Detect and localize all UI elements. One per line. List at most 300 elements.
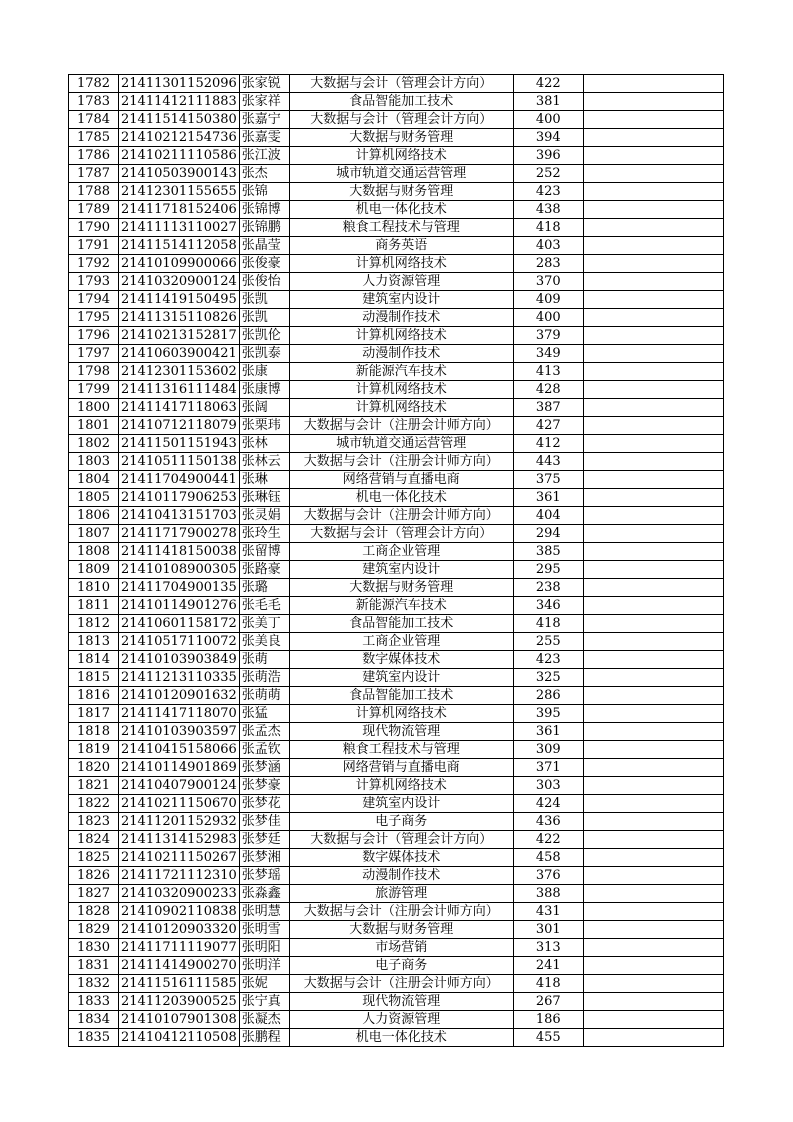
table-row [69,813,724,831]
seq-cell: 1789 [69,201,119,219]
score-cell: 431 [513,903,583,921]
exam-id-cell: 21411704900441 [119,471,240,489]
major-cell: 大数据与会计（注册会计师方向） [289,903,513,921]
seq-cell: 1787 [69,165,119,183]
major-cell: 大数据与财务管理 [289,183,513,201]
seq-cell: 1824 [69,831,119,849]
score-cell: 413 [513,363,583,381]
exam-id-cell: 21410108900305 [119,561,240,579]
major-cell: 建筑室内设计 [289,291,513,309]
major-cell: 大数据与会计（注册会计师方向） [289,453,513,471]
student-name-cell: 张梦廷 [239,831,289,849]
student-name-cell: 张留博 [239,543,289,561]
student-name-cell: 张明慧 [239,903,289,921]
exam-id-cell: 21411721112310 [119,867,240,885]
seq-cell: 1800 [69,399,119,417]
student-name-cell: 张毛毛 [239,597,289,615]
seq-cell: 1817 [69,705,119,723]
score-cell: 388 [513,885,583,903]
exam-id-cell: 21411203900525 [119,993,240,1011]
table-row [69,579,724,597]
table-row [69,435,724,453]
student-name-cell: 张梦花 [239,795,289,813]
table-row [69,471,724,489]
exam-id-cell: 21411213110335 [119,669,240,687]
student-name-cell: 张凯伦 [239,327,289,345]
exam-id-cell: 21410603900421 [119,345,240,363]
seq-cell: 1790 [69,219,119,237]
table-row [69,309,724,327]
table-row [69,957,724,975]
score-cell: 303 [513,777,583,795]
major-cell: 大数据与财务管理 [289,921,513,939]
table-row [69,345,724,363]
seq-cell: 1834 [69,1011,119,1029]
score-cell: 423 [513,183,583,201]
table-row [69,831,724,849]
exam-id-cell: 21411717900278 [119,525,240,543]
student-name-cell: 张锦博 [239,201,289,219]
blank-cell [583,381,723,399]
exam-id-cell: 21410103903597 [119,723,240,741]
score-cell: 376 [513,867,583,885]
major-cell: 大数据与会计（管理会计方向） [289,75,513,93]
major-cell: 大数据与会计（注册会计师方向） [289,417,513,435]
score-cell: 412 [513,435,583,453]
student-name-cell: 张俊豪 [239,255,289,273]
student-name-cell: 张家锐 [239,75,289,93]
blank-cell [583,885,723,903]
score-cell: 241 [513,957,583,975]
exam-id-cell: 21411501151943 [119,435,240,453]
blank-cell [583,849,723,867]
major-cell: 建筑室内设计 [289,561,513,579]
student-name-cell: 张嘉宁 [239,111,289,129]
exam-id-cell: 21410407900124 [119,777,240,795]
score-cell: 370 [513,273,583,291]
student-name-cell: 张琳钰 [239,489,289,507]
major-cell: 人力资源管理 [289,273,513,291]
exam-id-cell: 21410212154736 [119,129,240,147]
major-cell: 计算机网络技术 [289,147,513,165]
score-cell: 396 [513,147,583,165]
student-name-cell: 张阔 [239,399,289,417]
table-row [69,777,724,795]
blank-cell [583,777,723,795]
table-row [69,453,724,471]
student-name-cell: 张梦湘 [239,849,289,867]
student-name-cell: 张明雪 [239,921,289,939]
seq-cell: 1785 [69,129,119,147]
seq-cell: 1812 [69,615,119,633]
seq-cell: 1795 [69,309,119,327]
exam-id-cell: 21410412110508 [119,1029,240,1047]
seq-cell: 1813 [69,633,119,651]
blank-cell [583,291,723,309]
student-name-cell: 张孟钦 [239,741,289,759]
seq-cell: 1835 [69,1029,119,1047]
blank-cell [583,75,723,93]
score-cell: 255 [513,633,583,651]
blank-cell [583,165,723,183]
table-row [69,561,724,579]
seq-cell: 1799 [69,381,119,399]
student-name-cell: 张孟杰 [239,723,289,741]
table-row [69,93,724,111]
table-row [69,255,724,273]
exam-id-cell: 21410503900143 [119,165,240,183]
student-name-cell: 张江波 [239,147,289,165]
table-row [69,399,724,417]
score-cell: 346 [513,597,583,615]
table-row [69,237,724,255]
major-cell: 计算机网络技术 [289,327,513,345]
score-cell: 395 [513,705,583,723]
blank-cell [583,453,723,471]
blank-cell [583,579,723,597]
table-row [69,669,724,687]
major-cell: 建筑室内设计 [289,795,513,813]
blank-cell [583,201,723,219]
student-name-cell: 张萌浩 [239,669,289,687]
seq-cell: 1793 [69,273,119,291]
table-row [69,183,724,201]
major-cell: 数字媒体技术 [289,849,513,867]
table-row [69,705,724,723]
seq-cell: 1827 [69,885,119,903]
score-cell: 286 [513,687,583,705]
blank-cell [583,813,723,831]
score-cell: 409 [513,291,583,309]
seq-cell: 1798 [69,363,119,381]
table-row [69,201,724,219]
blank-cell [583,489,723,507]
score-cell: 371 [513,759,583,777]
seq-cell: 1823 [69,813,119,831]
student-name-cell: 张梦豪 [239,777,289,795]
student-name-cell: 张萌 [239,651,289,669]
blank-cell [583,255,723,273]
major-cell: 现代物流管理 [289,723,513,741]
major-cell: 旅游管理 [289,885,513,903]
score-cell: 443 [513,453,583,471]
score-cell: 400 [513,309,583,327]
blank-cell [583,327,723,345]
exam-id-cell: 21410120901632 [119,687,240,705]
blank-cell [583,741,723,759]
blank-cell [583,561,723,579]
score-cell: 313 [513,939,583,957]
blank-cell [583,597,723,615]
seq-cell: 1830 [69,939,119,957]
student-name-cell: 张美良 [239,633,289,651]
major-cell: 现代物流管理 [289,993,513,1011]
exam-id-cell: 21410114901869 [119,759,240,777]
table-row [69,543,724,561]
table-row [69,633,724,651]
major-cell: 大数据与会计（管理会计方向） [289,831,513,849]
exam-id-cell: 21411711119077 [119,939,240,957]
table-row [69,1011,724,1029]
exam-id-cell: 21410712118079 [119,417,240,435]
major-cell: 数字媒体技术 [289,651,513,669]
blank-cell [583,795,723,813]
table-row [69,363,724,381]
student-name-cell: 张梦涵 [239,759,289,777]
score-cell: 361 [513,723,583,741]
seq-cell: 1797 [69,345,119,363]
blank-cell [583,147,723,165]
seq-cell: 1811 [69,597,119,615]
major-cell: 城市轨道交通运营管理 [289,165,513,183]
major-cell: 市场营销 [289,939,513,957]
seq-cell: 1783 [69,93,119,111]
major-cell: 建筑室内设计 [289,669,513,687]
seq-cell: 1803 [69,453,119,471]
student-name-cell: 张灵娟 [239,507,289,525]
seq-cell: 1819 [69,741,119,759]
student-name-cell: 张梦瑶 [239,867,289,885]
table-row [69,615,724,633]
score-cell: 403 [513,237,583,255]
seq-cell: 1832 [69,975,119,993]
exam-id-cell: 21410211110586 [119,147,240,165]
exam-id-cell: 21411704900135 [119,579,240,597]
table-row [69,849,724,867]
seq-cell: 1782 [69,75,119,93]
major-cell: 电子商务 [289,957,513,975]
seq-cell: 1821 [69,777,119,795]
table-row [69,687,724,705]
seq-cell: 1804 [69,471,119,489]
exam-id-cell: 21411417118070 [119,705,240,723]
student-name-cell: 张康博 [239,381,289,399]
exam-id-cell: 21410413151703 [119,507,240,525]
major-cell: 人力资源管理 [289,1011,513,1029]
exam-id-cell: 21410114901276 [119,597,240,615]
score-cell: 404 [513,507,583,525]
seq-cell: 1794 [69,291,119,309]
seq-cell: 1829 [69,921,119,939]
major-cell: 动漫制作技术 [289,867,513,885]
exam-id-cell: 21410517110072 [119,633,240,651]
student-name-cell: 张明洋 [239,957,289,975]
exam-id-cell: 21410120903320 [119,921,240,939]
major-cell: 食品智能加工技术 [289,687,513,705]
table-row [69,327,724,345]
seq-cell: 1808 [69,543,119,561]
exam-id-cell: 21410601158172 [119,615,240,633]
major-cell: 大数据与会计（管理会计方向） [289,525,513,543]
seq-cell: 1815 [69,669,119,687]
major-cell: 大数据与财务管理 [289,579,513,597]
table-row [69,993,724,1011]
seq-cell: 1814 [69,651,119,669]
score-cell: 381 [513,93,583,111]
blank-cell [583,273,723,291]
major-cell: 网络营销与直播电商 [289,471,513,489]
seq-cell: 1806 [69,507,119,525]
major-cell: 食品智能加工技术 [289,615,513,633]
table-row [69,921,724,939]
blank-cell [583,1029,723,1047]
seq-cell: 1833 [69,993,119,1011]
blank-cell [583,705,723,723]
seq-cell: 1788 [69,183,119,201]
admission-score-table [68,74,724,1047]
blank-cell [583,651,723,669]
exam-id-cell: 21411314152983 [119,831,240,849]
exam-id-cell: 21411718152406 [119,201,240,219]
student-name-cell: 张萌萌 [239,687,289,705]
exam-id-cell: 21411201152932 [119,813,240,831]
exam-id-cell: 21411315110826 [119,309,240,327]
blank-cell [583,183,723,201]
seq-cell: 1825 [69,849,119,867]
blank-cell [583,669,723,687]
score-cell: 186 [513,1011,583,1029]
blank-cell [583,129,723,147]
exam-id-cell: 21410211150267 [119,849,240,867]
blank-cell [583,939,723,957]
score-cell: 394 [513,129,583,147]
table-body [69,75,724,1047]
table-row [69,867,724,885]
seq-cell: 1826 [69,867,119,885]
seq-cell: 1801 [69,417,119,435]
student-name-cell: 张玲生 [239,525,289,543]
table-row [69,525,724,543]
table-row [69,507,724,525]
score-cell: 455 [513,1029,583,1047]
table-row [69,795,724,813]
seq-cell: 1818 [69,723,119,741]
student-name-cell: 张妮 [239,975,289,993]
score-cell: 349 [513,345,583,363]
table-row [69,939,724,957]
exam-id-cell: 21410103903849 [119,651,240,669]
major-cell: 机电一体化技术 [289,1029,513,1047]
major-cell: 动漫制作技术 [289,345,513,363]
table-row [69,1029,724,1047]
score-cell: 309 [513,741,583,759]
seq-cell: 1805 [69,489,119,507]
student-name-cell: 张璐 [239,579,289,597]
exam-id-cell: 21411419150495 [119,291,240,309]
seq-cell: 1786 [69,147,119,165]
blank-cell [583,957,723,975]
table-row [69,111,724,129]
seq-cell: 1831 [69,957,119,975]
major-cell: 工商企业管理 [289,543,513,561]
blank-cell [583,1011,723,1029]
blank-cell [583,525,723,543]
major-cell: 商务英语 [289,237,513,255]
table-row [69,291,724,309]
table-row [69,75,724,93]
score-cell: 422 [513,831,583,849]
table-row [69,147,724,165]
blank-cell [583,759,723,777]
exam-id-cell: 21411316111484 [119,381,240,399]
student-name-cell: 张明阳 [239,939,289,957]
score-cell: 385 [513,543,583,561]
score-cell: 423 [513,651,583,669]
exam-id-cell: 21410415158066 [119,741,240,759]
seq-cell: 1822 [69,795,119,813]
blank-cell [583,309,723,327]
exam-id-cell: 21412301153602 [119,363,240,381]
blank-cell [583,345,723,363]
exam-id-cell: 21411514112058 [119,237,240,255]
score-cell: 283 [513,255,583,273]
score-cell: 375 [513,471,583,489]
student-name-cell: 张梦佳 [239,813,289,831]
blank-cell [583,507,723,525]
score-cell: 418 [513,615,583,633]
major-cell: 机电一体化技术 [289,201,513,219]
student-name-cell: 张琳 [239,471,289,489]
seq-cell: 1792 [69,255,119,273]
major-cell: 计算机网络技术 [289,255,513,273]
blank-cell [583,93,723,111]
score-cell: 418 [513,975,583,993]
table-row [69,741,724,759]
blank-cell [583,975,723,993]
table-row [69,165,724,183]
student-name-cell: 张杰 [239,165,289,183]
exam-id-cell: 21410211150670 [119,795,240,813]
major-cell: 食品智能加工技术 [289,93,513,111]
major-cell: 大数据与会计（注册会计师方向） [289,507,513,525]
major-cell: 动漫制作技术 [289,309,513,327]
exam-id-cell: 21410107901308 [119,1011,240,1029]
exam-id-cell: 21411417118063 [119,399,240,417]
student-name-cell: 张凝杰 [239,1011,289,1029]
student-name-cell: 张锦鹏 [239,219,289,237]
student-name-cell: 张栗玮 [239,417,289,435]
student-name-cell: 张晶莹 [239,237,289,255]
major-cell: 计算机网络技术 [289,777,513,795]
student-name-cell: 张凯 [239,309,289,327]
major-cell: 计算机网络技术 [289,399,513,417]
exam-id-cell: 21411412111883 [119,93,240,111]
table-row [69,597,724,615]
score-cell: 418 [513,219,583,237]
exam-id-cell: 21410109900066 [119,255,240,273]
blank-cell [583,993,723,1011]
major-cell: 机电一体化技术 [289,489,513,507]
exam-id-cell: 21412301155655 [119,183,240,201]
score-cell: 361 [513,489,583,507]
score-cell: 295 [513,561,583,579]
seq-cell: 1802 [69,435,119,453]
table-row [69,273,724,291]
major-cell: 新能源汽车技术 [289,363,513,381]
table-row [69,129,724,147]
blank-cell [583,633,723,651]
exam-id-cell: 21410902110838 [119,903,240,921]
blank-cell [583,687,723,705]
blank-cell [583,615,723,633]
student-name-cell: 张美丁 [239,615,289,633]
student-name-cell: 张淼鑫 [239,885,289,903]
blank-cell [583,237,723,255]
table-row [69,885,724,903]
blank-cell [583,363,723,381]
score-cell: 438 [513,201,583,219]
student-name-cell: 张凯 [239,291,289,309]
